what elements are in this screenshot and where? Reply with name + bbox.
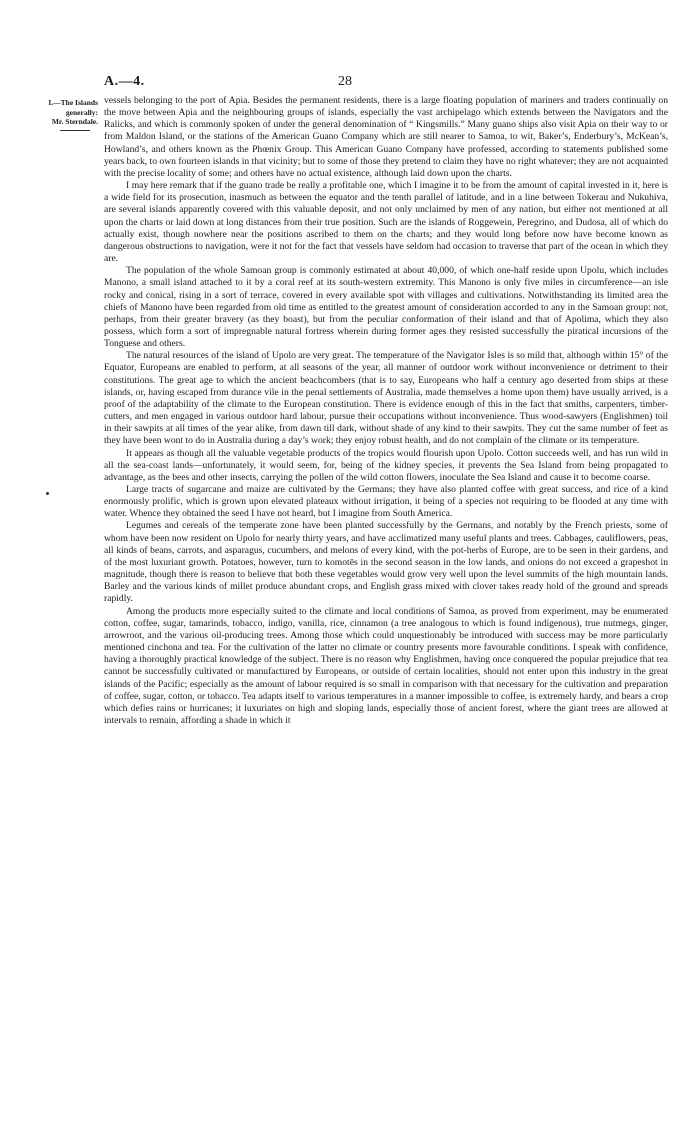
paragraph: vessels belonging to the port of Apia. Besides the permanent residents, there is a large floating population of mariners and traders continually on the move between Apia and the neighbouring groups of islands, especially the vast archipelago which extends between the Navigators and the Ralicks, and which is commonly spoken of under the general denomination of “ Kingsmills.” Many guano ships also visit Apia on their way to or from Maldon Island, or the stations of the American Guano Company which are still nearer to Samoa, to wit, Baker’s, Enderbury’s, McKean’s, Howland’s, and others known as the Phœnix Group. This American Guano Company have professed, according to statements published some years back, to own fourteen islands in that vicinity; but to some of those they pretend to claim they have no right whatever; they are not acquainted with the precise locality of some; and others have no actual existence, although laid down upon the charts.	[104, 95, 669, 179]
paragraph: I may here remark that if the guano trade be really a profitable one, which I imagine it to be from the amount of capital invested in it, here is a wide field for its prosecution, inasmuch as between the equator and the tenth parallel of latitude, and in a line between Tokerau and Nukuhiva, are several islands apparently covered with this valuable deposit, and not only unclaimed by men of any nation, but either not mentioned at all upon the charts or laid down at long distances from their true position. Such are the islands of Roggewein, Peregrino, and Dudosa, all of which do actually exist, though nowhere near the positions ascribed to them on the charts; and they would long before now have become known as dangerous obstructions to navigation, were it not for the fact that vessels have seldom had occasion to traverse that part of the ocean in which they are.	[104, 180, 668, 265]
paragraph: The natural resources of the island of Upolo are very great. The temperature of the Navigator Isles is so mild that, although within 15° of the Equator, Europeans are enabled to perform, at all seasons of the year, all manner of outdoor work without inconvenience or detriment to their constitutions. The great age to which the ancient beachcombers (that is to say, Europeans who half a century ago deserted from ships at these islands, or, having escaped from durance vile in the penal settlements of Australia, made themselves a home upon them) have usually arrived, is a proof of the adaptability of the climate to the European constitution. There is evidence enough of this in the fact that smiths, carpenters, timber-cutters, and men engaged in various outdoor hard labour, pursue their occupations without inconvenience. Thus wood-sawyers (Englishmen) toil in their sawpits at all times of the year alike, from dawn till dark, without shade of any kind to their sawpits. They cut the same number of feet as they have been wont to do in Australia during a day’s work; they enjoy robust health, and do not complain of the climate or its temperature.	[104, 350, 668, 447]
side-note-line: I.—The Islands	[48, 98, 98, 107]
page-number: 28	[338, 74, 352, 89]
margin-side-note	[24, 98, 98, 131]
paragraph: The population of the whole Samoan group is commonly estimated at about 40,000, of which one-half reside upon Upolu, which includes Manono, a small island attached to it by a coral reef at its south-western extremity. This Manono is only five miles in circumference—an isle rocky and conical, rising in a sort of terrace, covered in every available spot with villages and cultivations. Notwithstanding its limited area the chiefs of Manono have been regarded from old time as entitled to the greatest amount of consideration accorded to any in the Samoan group: not, perhaps, from their greater bravery (as they boast), but from the peculiar conformation of their island and that of Apolima, which they also possess, which form a sort of impregnable natural fortress wherein during former ages they resisted successfully the piratical incursions of the Tonguese and others.	[104, 265, 668, 350]
body-text	[104, 95, 668, 727]
margin-mark	[46, 492, 49, 495]
paragraph: Large tracts of sugarcane and maize are cultivated by the Germans; they have also planted coffee with great success, and rice of a kind enormously prolific, which is grown upon elevated plateaux without irrigation, it being of a species not requiring to be flooded at any time with water. Whence they obtained the seed I have not heard, but I imagine from South America.	[104, 484, 668, 520]
report-reference: A.—4.	[104, 74, 145, 89]
paragraph: Among the products more especially suited to the climate and local conditions of Samoa, as proved from experiment, may be enumerated cotton, coffee, sugar, tamarinds, tobacco, indigo, vanilla, rice, cinnamon (a tree analogous to which is found indigenous), true nutmegs, ginger, arrowroot, and the various oil-producing trees. Among those which could unquestionably be introduced with success may be more particularly mentioned cinchona and tea. For the cultivation of the latter no climate or country presents more favourable conditions. I speak with confidence, having a thoroughly practical knowledge of the subject. There is no reason why Englishmen, having once conquered the popular prejudice that tea cannot be successfully cultivated or manufactured by Europeans, or outside of certain localities, should not enter upon this industry in the great islands of the Pacific; especially as the amount of labour required is so small in comparison with that necessary for the cultivation and preparation of coffee, sugar, cotton, or tobacco. Tea adapts itself to various temperatures in a manner impossible to coffee, is extremely hardy, and bears a crop which defies rains or hurricanes; it luxuriates on high and sloping lands, especially those of ancient forest, where the giant trees are allowed at intervals to remain, affording a shade in which it	[104, 605, 668, 726]
side-note-line: Mr. Sterndale.	[51, 117, 98, 126]
paragraph: Legumes and cereals of the temperate zone have been planted successfully by the Germans, and notably by the French priests, some of whom have been now resident on Upolo for nearly thirty years, and have acclimatized many useful plants and trees. Cabbages, cauliflowers, peas, all kinds of beans, carrots, and asparagus, cucumbers, and melons of every kind, with the pot-herbs of Europe, are to be seen in their gardens, and of the most luxuriant growth. Potatoes, however, turn to komotēs in the second season in the low lands, and onions do not exceed a grapeshot in magnitude, though there is reason to believe that both these vegetables would grow very well upon the level summits of the high mountain lands. Barley and the various kinds of millet produce abundant crops, and English grass mixed with clover takes ready hold of the ground and spreads rapidly.	[104, 520, 668, 605]
side-note-rule	[60, 130, 90, 131]
side-note-line: generally:	[65, 107, 98, 117]
paragraph: It appears as though all the valuable vegetable products of the tropics would flourish upon Upolo. Cotton succeeds well, and has run wild in all the sea-coast lands—unfortunately, it would seem, for, being of the kidney species, it prevents the Sea Island from being propagated to advantage, as the bees and other insects, carrying the pollen of the wild cotton flowers, inoculate the Sea Island and cause it to become coarse.	[104, 447, 668, 483]
